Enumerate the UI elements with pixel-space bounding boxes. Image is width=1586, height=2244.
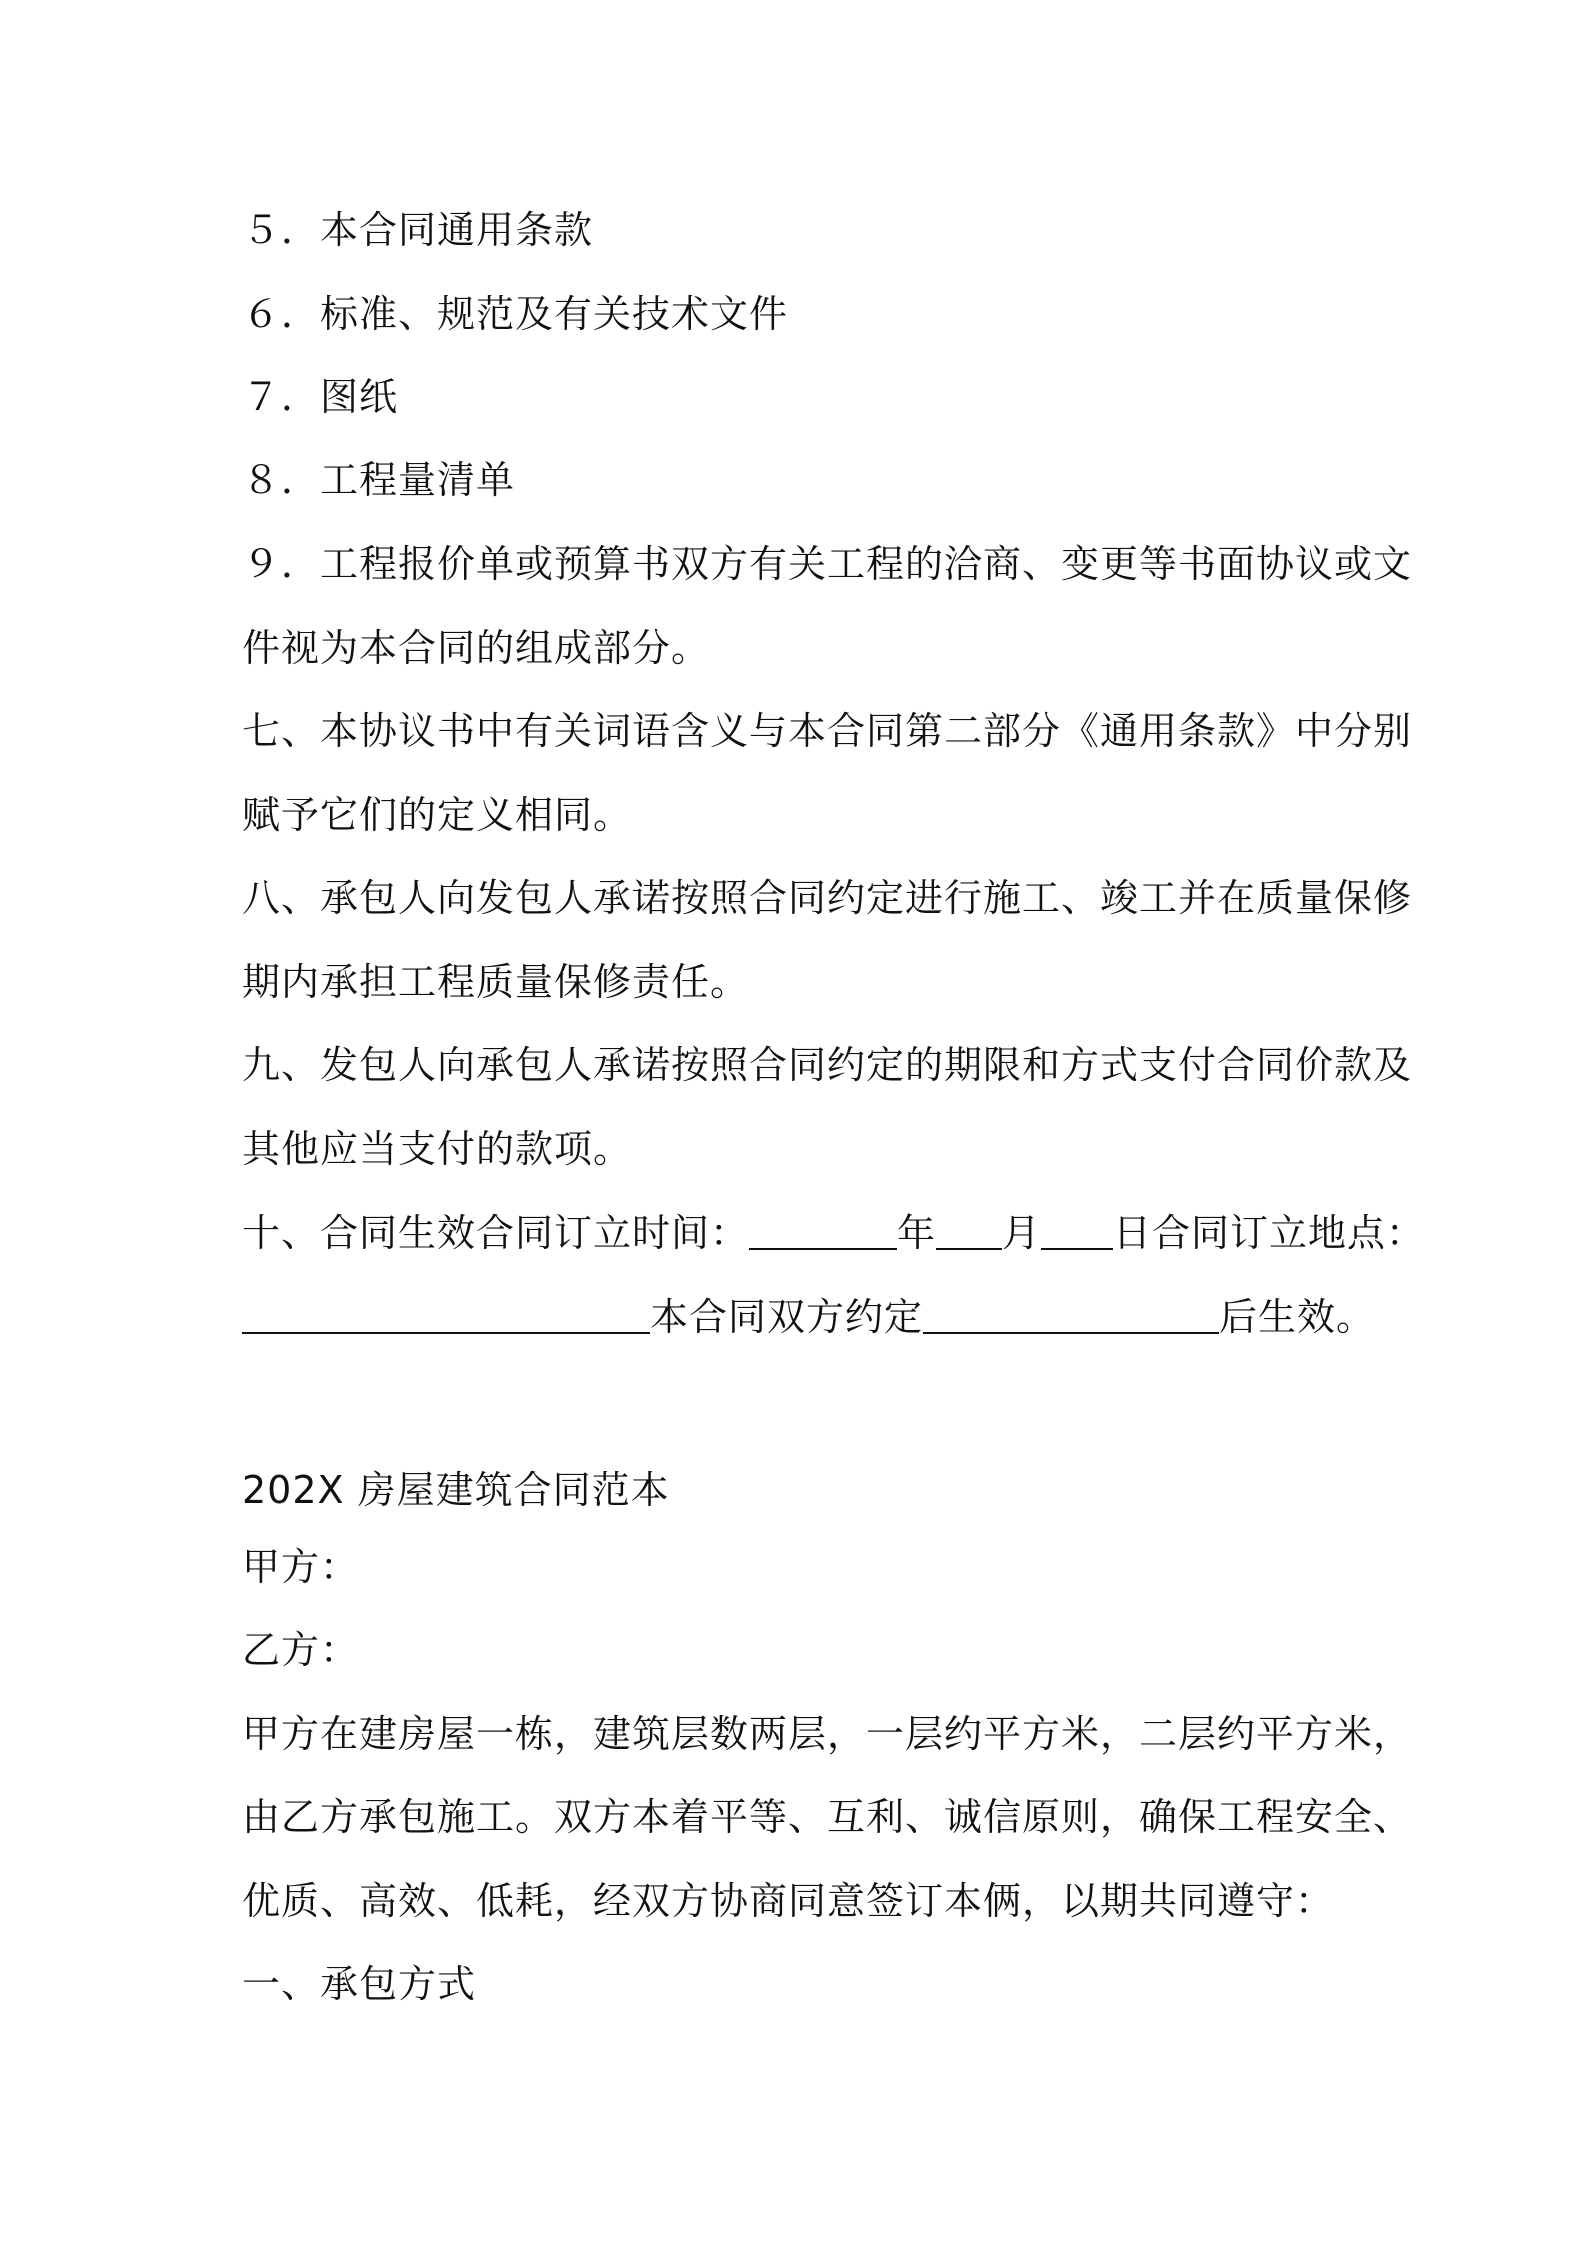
section-1-heading: 一、承包方式 (242, 1962, 477, 2006)
clause-8-line-2: 期内承担工程质量保修责任。 (242, 960, 750, 1004)
condition-blank (923, 1292, 1219, 1334)
agreement-label: 本合同双方约定 (650, 1295, 924, 1339)
clause-10-line-2 (242, 1292, 1376, 1341)
intro-line-3: 优质、高效、低耗，经双方协商同意签订本俩，以期共同遵守： (242, 1879, 1335, 1923)
clause-10-line-1 (242, 1208, 1426, 1257)
list-item-5: ５．本合同通用条款 (242, 208, 594, 252)
list-item-7: ７．图纸 (242, 375, 399, 419)
clause-7-line-2: 赋予它们的定义相同。 (242, 793, 633, 837)
year-blank (749, 1208, 897, 1250)
month-label: 月 (1002, 1211, 1042, 1255)
party-b-label: 乙方： (242, 1628, 360, 1672)
list-item-6: ６．标准、规范及有关技术文件 (242, 292, 789, 336)
contract-title: 202X 房屋建筑合同范本 (242, 1468, 670, 1512)
place-blank (242, 1292, 650, 1334)
intro-line-1: 甲方在建房屋一栋，建筑层数两层，一层约平方米，二层约平方米， (242, 1712, 1413, 1756)
list-item-9-line-2: 件视为本合同的组成部分。 (242, 626, 711, 670)
intro-line-2: 由乙方承包施工。双方本着平等、互利、诚信原则，确保工程安全、 (242, 1795, 1413, 1839)
list-item-8: ８．工程量清单 (242, 458, 516, 502)
clause-7-line-1: 七、本协议书中有关词语含义与本合同第二部分《通用条款》中分别 (242, 709, 1413, 753)
party-a-label: 甲方： (242, 1545, 360, 1589)
effective-suffix: 后生效。 (1219, 1295, 1376, 1339)
list-item-9-line-1: ９．工程报价单或预算书双方有关工程的洽商、变更等书面协议或文 (242, 542, 1413, 586)
clause-9-line-1: 九、发包人向承包人承诺按照合同约定的期限和方式支付合同价款及 (242, 1043, 1413, 1087)
clause-9-line-2: 其他应当支付的款项。 (242, 1127, 633, 1171)
year-label: 年 (897, 1211, 937, 1255)
clause-8-line-1: 八、承包人向发包人承诺按照合同约定进行施工、竣工并在质量保修 (242, 876, 1413, 920)
day-blank (1041, 1208, 1113, 1250)
clause-10-suffix: 日合同订立地点： (1113, 1211, 1426, 1255)
clause-10-prefix: 十、合同生效合同订立时间： (242, 1211, 750, 1255)
month-blank (936, 1208, 1002, 1250)
